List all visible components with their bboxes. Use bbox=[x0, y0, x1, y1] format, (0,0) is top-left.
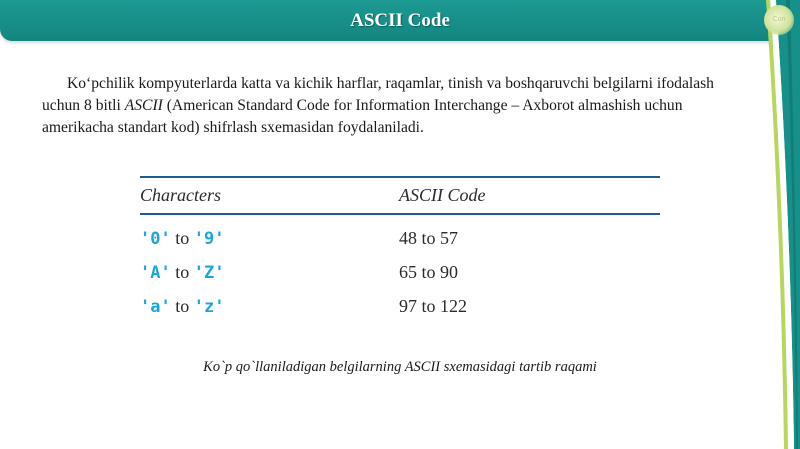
range-end: '9' bbox=[193, 228, 225, 249]
decorative-stripes bbox=[764, 0, 800, 449]
code-range-cell: 65 to 90 bbox=[399, 261, 459, 282]
range-start: 'a' bbox=[140, 296, 171, 317]
code-range-cell: 48 to 57 bbox=[399, 227, 459, 248]
table-row bbox=[140, 214, 660, 255]
characters-cell bbox=[140, 289, 399, 323]
table-header-row bbox=[140, 177, 660, 214]
range-end: 'Z' bbox=[193, 262, 225, 283]
range-start: '0' bbox=[140, 228, 171, 249]
table-row bbox=[140, 255, 660, 289]
header-characters: Characters bbox=[140, 177, 399, 214]
code-range-cell: 97 to 122 bbox=[399, 295, 468, 316]
intro-paragraph bbox=[42, 73, 754, 139]
intro-acronym: ASCII bbox=[124, 97, 163, 114]
header-ascii-code: ASCII Code bbox=[399, 177, 660, 214]
table-row bbox=[140, 289, 660, 323]
characters-cell bbox=[140, 214, 399, 255]
table-caption: Ko`p qo`llaniladigan belgilarning ASCII sxemasidagi tartib raqami bbox=[203, 359, 597, 375]
slide-title: ASCII Code bbox=[350, 10, 450, 31]
intro-text-start: Ko‘pchilik kompyuterlarda katta va kichik harflar, raqamlar, tinish va boshqaruvchi belgilarni ifodalash uchun 8 bitli bbox=[42, 75, 714, 114]
range-connector: to bbox=[175, 227, 190, 248]
ascii-table bbox=[140, 176, 660, 323]
range-end: 'z' bbox=[193, 296, 225, 317]
corner-badge-icon: Con bbox=[764, 5, 794, 35]
range-connector: to bbox=[175, 261, 190, 282]
intro-text-end: (American Standard Code for Information Interchange – Axborot almashish uchun amerikacha standart kod) shifrlash sxemasidan foydalaniladi. bbox=[42, 97, 683, 136]
range-start: 'A' bbox=[140, 262, 171, 283]
range-connector: to bbox=[175, 295, 190, 316]
characters-cell bbox=[140, 255, 399, 289]
